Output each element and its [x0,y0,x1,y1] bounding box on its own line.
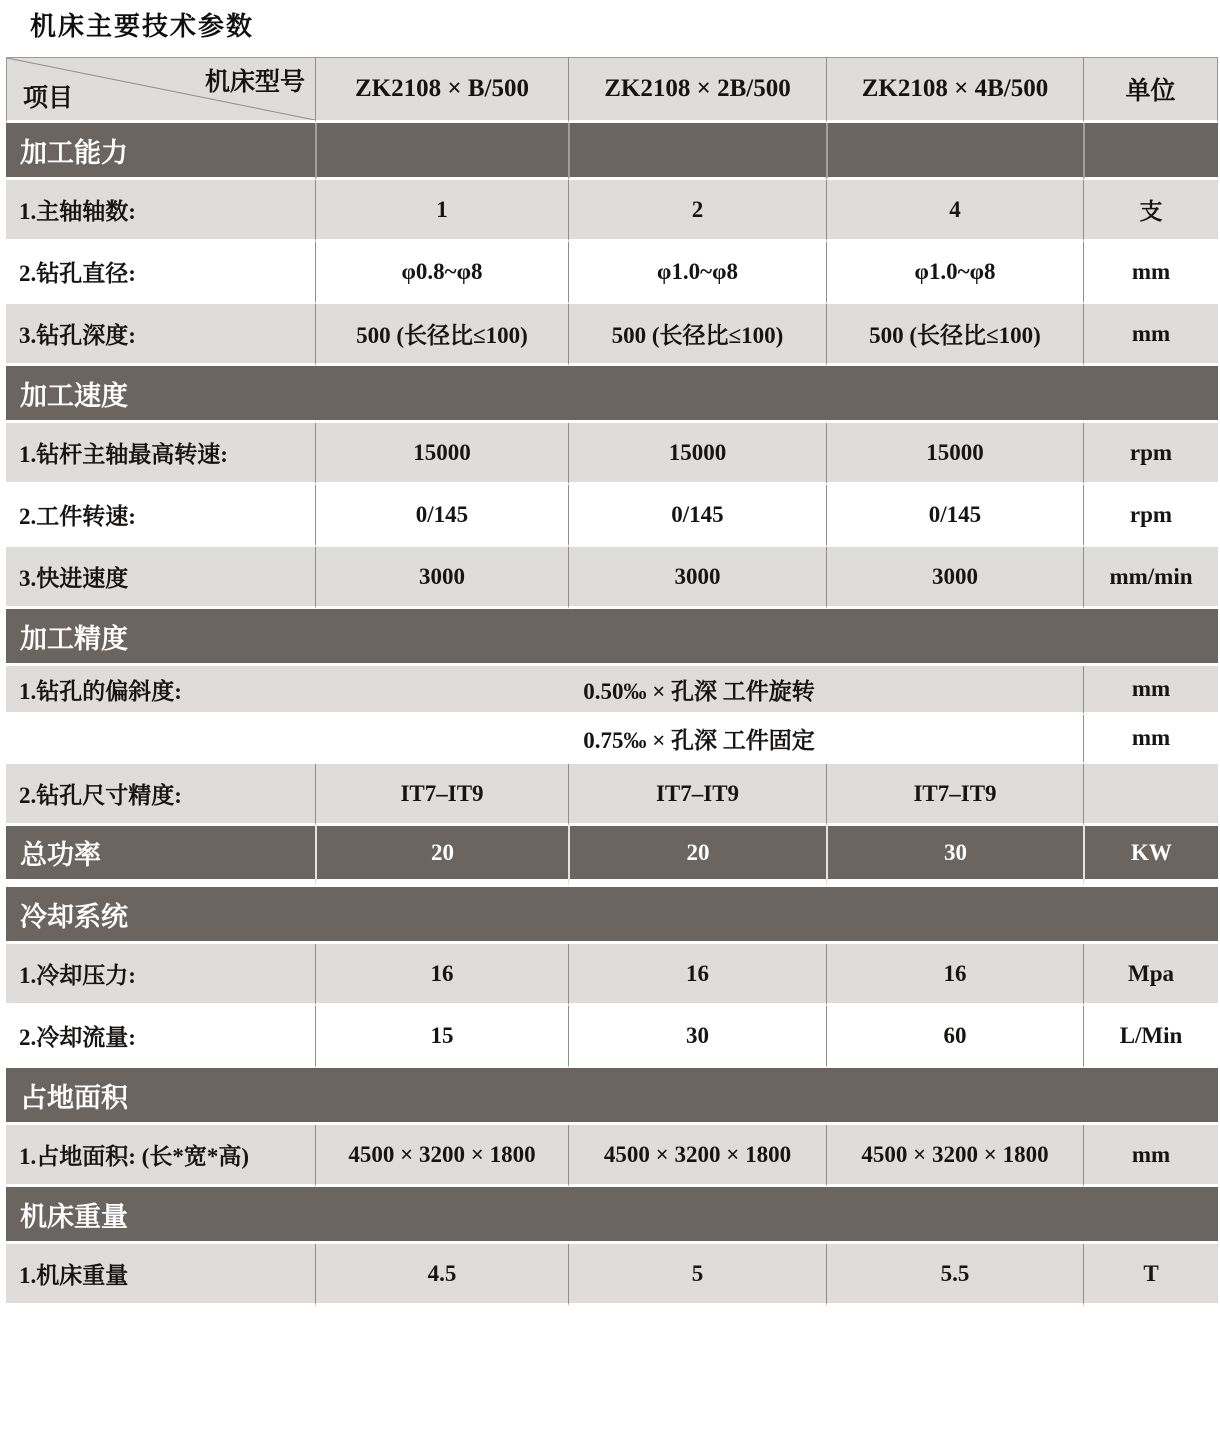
value-cell: 20 [315,826,568,887]
value-cell: 30 [826,826,1083,887]
value-cell: 0/145 [315,485,568,547]
section-title: 冷却系统 [6,887,1218,944]
section-title: 总功率 [6,826,315,887]
unit-cell: mm [1083,242,1218,304]
value-cell: φ1.0~φ8 [568,242,826,304]
unit-cell: mm/min [1083,547,1218,609]
section-title: 加工速度 [6,366,1218,423]
value-cell: 15000 [568,423,826,485]
data-row [6,547,1218,609]
merged-value-cell: 0.50‰ × 孔深 工件旋转 [315,666,1083,715]
value-cell: 4 [826,180,1083,242]
table-body [6,123,1218,1306]
value-cell: 5.5 [826,1244,1083,1306]
spec-table [6,57,1218,1306]
section-row [6,609,1218,666]
column-header-model-1: ZK2108 × B/500 [315,57,568,123]
value-cell: 0/145 [568,485,826,547]
section-title: 机床重量 [6,1187,1218,1244]
data-row [6,1006,1218,1068]
section-row [6,1187,1218,1244]
value-cell: 500 (长径比≤100) [826,304,1083,366]
data-row [6,485,1218,547]
row-label: 3.钻孔深度: [6,304,315,366]
row-label: 1.钻杆主轴最高转速: [6,423,315,485]
value-cell: 0/145 [826,485,1083,547]
header-row [6,57,1218,123]
value-cell: 15000 [315,423,568,485]
value-cell: φ1.0~φ8 [826,242,1083,304]
value-cell: 16 [568,944,826,1006]
corner-header-cell [6,57,315,123]
value-cell: 4500 × 3200 × 1800 [568,1125,826,1187]
value-cell: 1 [315,180,568,242]
data-row [6,764,1218,826]
value-cell: 5 [568,1244,826,1306]
section-title: 加工能力 [6,123,315,180]
page-title: 机床主要技术参数 [30,12,255,42]
row-label: 1.冷却压力: [6,944,315,1006]
row-label: 2.工件转速: [6,485,315,547]
value-cell: φ0.8~φ8 [315,242,568,304]
data-row [6,423,1218,485]
value-cell: 4500 × 3200 × 1800 [315,1125,568,1187]
row-label: 2.钻孔直径: [6,242,315,304]
value-cell: 30 [568,1006,826,1068]
value-cell: 4.5 [315,1244,568,1306]
data-row [6,242,1218,304]
unit-cell: rpm [1083,485,1218,547]
value-cell: 3000 [826,547,1083,609]
section-empty-cell [1083,123,1218,180]
unit-cell: mm [1083,1125,1218,1187]
corner-label-machine-model: 机床型号 [204,69,305,96]
value-cell: 4500 × 3200 × 1800 [826,1125,1083,1187]
column-header-model-3: ZK2108 × 4B/500 [826,57,1083,123]
data-row [6,180,1218,242]
row-label: 1.机床重量 [6,1244,315,1306]
value-cell: 15000 [826,423,1083,485]
section-title: 占地面积 [6,1068,1218,1125]
unit-cell: KW [1083,826,1218,887]
value-cell: IT7–IT9 [568,764,826,826]
row-label: 1.钻孔的偏斜度: [6,666,315,715]
corner-label-item: 项目 [23,85,74,112]
row-label: 2.钻孔尺寸精度: [6,764,315,826]
section-row [6,1068,1218,1125]
value-cell: IT7–IT9 [315,764,568,826]
row-label: 1.主轴轴数: [6,180,315,242]
value-cell: 16 [315,944,568,1006]
data-row [6,944,1218,1006]
unit-cell: Mpa [1083,944,1218,1006]
value-cell: IT7–IT9 [826,764,1083,826]
section-row [6,123,1218,180]
section-title: 加工精度 [6,609,1218,666]
data-row [6,715,1218,764]
section-empty-cell [826,123,1083,180]
column-header-unit: 单位 [1083,57,1218,123]
data-row [6,1244,1218,1306]
value-cell: 15 [315,1006,568,1068]
table-header [6,57,1218,123]
section-row [6,366,1218,423]
value-cell: 500 (长径比≤100) [315,304,568,366]
unit-cell: mm [1083,666,1218,715]
row-label [6,715,315,764]
data-row [6,1125,1218,1187]
value-cell: 16 [826,944,1083,1006]
section-empty-cell [568,123,826,180]
unit-cell [1083,764,1218,826]
data-row [6,304,1218,366]
value-cell: 60 [826,1006,1083,1068]
value-cell: 20 [568,826,826,887]
value-cell: 3000 [315,547,568,609]
section-row [6,887,1218,944]
section-empty-cell [315,123,568,180]
unit-cell: mm [1083,304,1218,366]
value-cell: 500 (长径比≤100) [568,304,826,366]
section-row [6,826,1218,887]
column-header-model-2: ZK2108 × 2B/500 [568,57,826,123]
value-cell: 3000 [568,547,826,609]
row-label: 2.冷却流量: [6,1006,315,1068]
unit-cell: 支 [1083,180,1218,242]
unit-cell: mm [1083,715,1218,764]
value-cell: 2 [568,180,826,242]
unit-cell: rpm [1083,423,1218,485]
unit-cell: L/Min [1083,1006,1218,1068]
row-label: 3.快进速度 [6,547,315,609]
merged-value-cell: 0.75‰ × 孔深 工件固定 [315,715,1083,764]
row-label: 1.占地面积: (长*宽*高) [6,1125,315,1187]
data-row [6,666,1218,715]
unit-cell: T [1083,1244,1218,1306]
